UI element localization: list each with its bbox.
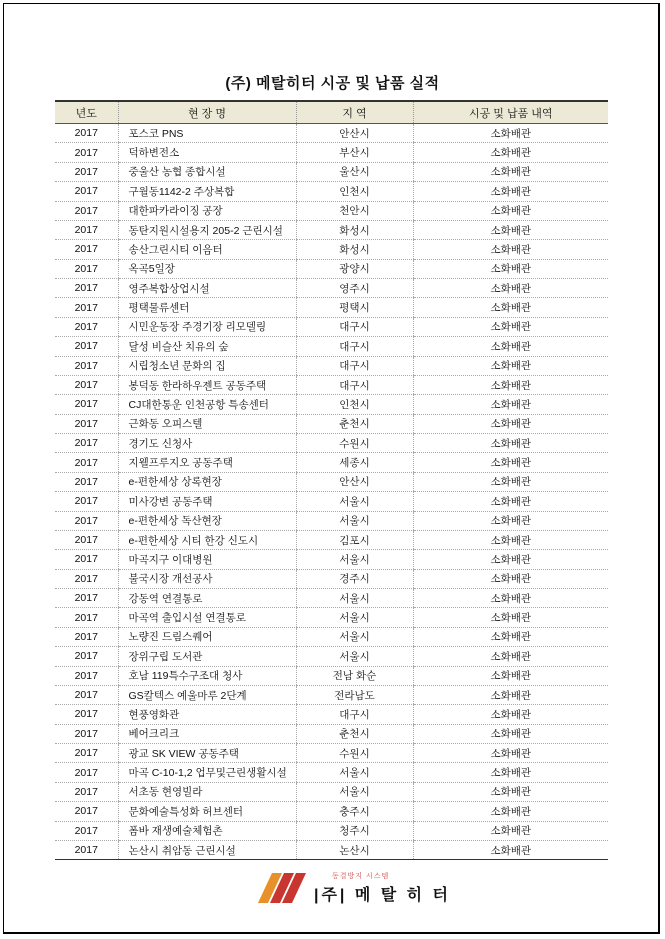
- cell-site: e-편한세상 독산현장: [118, 511, 296, 530]
- cell-region: 서울시: [296, 492, 413, 511]
- cell-year: 2017: [55, 550, 118, 569]
- cell-year: 2017: [55, 240, 118, 259]
- cell-year: 2017: [55, 511, 118, 530]
- table-header-row: [55, 101, 608, 124]
- table-row: [55, 356, 608, 375]
- cell-site: 현풍영화관: [118, 705, 296, 724]
- cell-year: 2017: [55, 569, 118, 588]
- cell-region: 전남 화순: [296, 666, 413, 685]
- cell-work: 소화배관: [413, 666, 608, 685]
- cell-year: 2017: [55, 627, 118, 646]
- cell-region: 울산시: [296, 162, 413, 181]
- cell-year: 2017: [55, 608, 118, 627]
- table-row: [55, 375, 608, 394]
- cell-region: 대구시: [296, 337, 413, 356]
- cell-site: e-편한세상 시티 한강 신도시: [118, 530, 296, 549]
- cell-site: 영주복합상업시설: [118, 279, 296, 298]
- cell-site: 경기도 신청사: [118, 434, 296, 453]
- cell-region: 대구시: [296, 705, 413, 724]
- table-row: [55, 511, 608, 530]
- cell-work: 소화배관: [413, 453, 608, 472]
- cell-site: 달성 비슬산 치유의 숲: [118, 337, 296, 356]
- cell-site: 베어크리크: [118, 724, 296, 743]
- cell-year: 2017: [55, 666, 118, 685]
- cell-work: 소화배관: [413, 317, 608, 336]
- cell-year: 2017: [55, 724, 118, 743]
- cell-site: 호남 119특수구조대 청사: [118, 666, 296, 685]
- cell-region: 부산시: [296, 143, 413, 162]
- cell-year: 2017: [55, 434, 118, 453]
- table-row: [55, 840, 608, 859]
- cell-work: 소화배관: [413, 375, 608, 394]
- cell-site: 폼바 재생예술체험촌: [118, 821, 296, 840]
- cell-region: 대구시: [296, 317, 413, 336]
- cell-work: 소화배관: [413, 744, 608, 763]
- cell-work: 소화배관: [413, 802, 608, 821]
- cell-year: 2017: [55, 182, 118, 201]
- table-row: [55, 143, 608, 162]
- table-row: [55, 414, 608, 433]
- cell-site: 옥곡5일장: [118, 259, 296, 278]
- cell-site: CJ대한통운 인천공항 특송센터: [118, 395, 296, 414]
- cell-year: 2017: [55, 143, 118, 162]
- cell-year: 2017: [55, 395, 118, 414]
- logo-subtitle: 동결방지 시스템: [332, 873, 390, 880]
- cell-year: 2017: [55, 647, 118, 666]
- cell-work: 소화배관: [413, 259, 608, 278]
- cell-work: 소화배관: [413, 356, 608, 375]
- cell-site: 시립청소년 문화의 집: [118, 356, 296, 375]
- cell-year: 2017: [55, 589, 118, 608]
- cell-year: 2017: [55, 821, 118, 840]
- cell-year: 2017: [55, 685, 118, 704]
- table-row: [55, 337, 608, 356]
- cell-work: 소화배관: [413, 220, 608, 239]
- table-row: [55, 472, 608, 491]
- cell-site: 문화예술특성화 허브센터: [118, 802, 296, 821]
- table-row: [55, 744, 608, 763]
- table-row: [55, 453, 608, 472]
- table-row: [55, 647, 608, 666]
- cell-region: 서울시: [296, 627, 413, 646]
- cell-work: 소화배관: [413, 821, 608, 840]
- cell-work: 소화배관: [413, 414, 608, 433]
- cell-region: 서울시: [296, 608, 413, 627]
- cell-region: 서울시: [296, 763, 413, 782]
- cell-region: 안산시: [296, 124, 413, 143]
- cell-region: 광양시: [296, 259, 413, 278]
- cell-work: 소화배관: [413, 840, 608, 859]
- table-row: [55, 705, 608, 724]
- cell-year: 2017: [55, 802, 118, 821]
- table-row: [55, 724, 608, 743]
- table-row: [55, 240, 608, 259]
- table-row: [55, 162, 608, 181]
- cell-work: 소화배관: [413, 763, 608, 782]
- cell-region: 대구시: [296, 375, 413, 394]
- cell-region: 안산시: [296, 472, 413, 491]
- cell-region: 서울시: [296, 589, 413, 608]
- cell-year: 2017: [55, 298, 118, 317]
- cell-year: 2017: [55, 337, 118, 356]
- cell-region: 서울시: [296, 550, 413, 569]
- cell-site: 구월동1142-2 주상복합: [118, 182, 296, 201]
- cell-site: 시민운동장 주경기장 리모델링: [118, 317, 296, 336]
- cell-site: 논산시 취암동 근린시설: [118, 840, 296, 859]
- table-row: [55, 666, 608, 685]
- cell-site: 마곡역 출입시설 연결통로: [118, 608, 296, 627]
- cell-site: 동탄지원시설용지 205-2 근린시설: [118, 220, 296, 239]
- cell-region: 수원시: [296, 434, 413, 453]
- cell-work: 소화배관: [413, 472, 608, 491]
- cell-year: 2017: [55, 375, 118, 394]
- cell-region: 충주시: [296, 802, 413, 821]
- table-row: [55, 685, 608, 704]
- table-row: [55, 395, 608, 414]
- cell-work: 소화배관: [413, 395, 608, 414]
- cell-site: e-편한세상 상록현장: [118, 472, 296, 491]
- cell-work: 소화배관: [413, 201, 608, 220]
- table-row: [55, 782, 608, 801]
- cell-site: 마곡 C-10-1,2 업무및근린생활시설: [118, 763, 296, 782]
- cell-region: 김포시: [296, 530, 413, 549]
- cell-site: 미사강변 공동주택: [118, 492, 296, 511]
- cell-year: 2017: [55, 840, 118, 859]
- logo-company-name: |주| 메 탈 히 터: [314, 887, 452, 904]
- table-row: [55, 802, 608, 821]
- table-row: [55, 763, 608, 782]
- cell-region: 화성시: [296, 240, 413, 259]
- cell-year: 2017: [55, 317, 118, 336]
- cell-year: 2017: [55, 744, 118, 763]
- table-row: [55, 201, 608, 220]
- cell-region: 천안시: [296, 201, 413, 220]
- cell-work: 소화배관: [413, 337, 608, 356]
- table-row: [55, 821, 608, 840]
- table-row: [55, 589, 608, 608]
- table-row: [55, 279, 608, 298]
- cell-year: 2017: [55, 414, 118, 433]
- company-logo: [258, 872, 451, 904]
- cell-work: 소화배관: [413, 182, 608, 201]
- cell-site: 송산그린시티 이음터: [118, 240, 296, 259]
- cell-work: 소화배관: [413, 279, 608, 298]
- metal-heater-logo-icon: [258, 873, 308, 903]
- cell-site: 근화동 오피스텔: [118, 414, 296, 433]
- cell-year: 2017: [55, 124, 118, 143]
- cell-region: 대구시: [296, 356, 413, 375]
- cell-region: 경주시: [296, 569, 413, 588]
- cell-work: 소화배관: [413, 492, 608, 511]
- cell-region: 전라남도: [296, 685, 413, 704]
- cell-region: 인천시: [296, 182, 413, 201]
- cell-year: 2017: [55, 279, 118, 298]
- cell-region: 춘천시: [296, 414, 413, 433]
- cell-site: 노량진 드림스퀘어: [118, 627, 296, 646]
- table-row: [55, 182, 608, 201]
- table-row: [55, 530, 608, 549]
- cell-year: 2017: [55, 259, 118, 278]
- cell-work: 소화배관: [413, 162, 608, 181]
- cell-year: 2017: [55, 763, 118, 782]
- table-row: [55, 627, 608, 646]
- cell-work: 소화배관: [413, 647, 608, 666]
- header-site: 현 장 명: [118, 101, 296, 124]
- cell-site: 대한파카라이징 공장: [118, 201, 296, 220]
- cell-work: 소화배관: [413, 705, 608, 724]
- cell-work: 소화배관: [413, 608, 608, 627]
- cell-work: 소화배관: [413, 511, 608, 530]
- cell-site: 마곡지구 이대병원: [118, 550, 296, 569]
- cell-region: 수원시: [296, 744, 413, 763]
- cell-site: 봉덕동 한라하우젠트 공동주택: [118, 375, 296, 394]
- cell-work: 소화배관: [413, 434, 608, 453]
- cell-region: 서울시: [296, 647, 413, 666]
- cell-site: 광교 SK VIEW 공동주택: [118, 744, 296, 763]
- cell-site: 강동역 연결통로: [118, 589, 296, 608]
- cell-region: 화성시: [296, 220, 413, 239]
- table-row: [55, 124, 608, 143]
- table-row: [55, 569, 608, 588]
- cell-year: 2017: [55, 201, 118, 220]
- header-work: 시공 및 납품 내역: [413, 101, 608, 124]
- cell-work: 소화배관: [413, 627, 608, 646]
- cell-year: 2017: [55, 162, 118, 181]
- cell-region: 인천시: [296, 395, 413, 414]
- cell-year: 2017: [55, 472, 118, 491]
- table-row: [55, 317, 608, 336]
- cell-work: 소화배관: [413, 589, 608, 608]
- table-row: [55, 434, 608, 453]
- cell-site: 포스코 PNS: [118, 124, 296, 143]
- cell-region: 논산시: [296, 840, 413, 859]
- cell-work: 소화배관: [413, 724, 608, 743]
- performance-table: [55, 100, 608, 860]
- cell-region: 영주시: [296, 279, 413, 298]
- cell-year: 2017: [55, 220, 118, 239]
- cell-region: 서울시: [296, 511, 413, 530]
- cell-region: 평택시: [296, 298, 413, 317]
- cell-region: 청주시: [296, 821, 413, 840]
- cell-year: 2017: [55, 705, 118, 724]
- cell-site: 평택물류센터: [118, 298, 296, 317]
- document-title: (주) 메탈히터 시공 및 납품 실적: [225, 75, 440, 92]
- cell-site: 덕하변전소: [118, 143, 296, 162]
- cell-work: 소화배관: [413, 298, 608, 317]
- table-row: [55, 259, 608, 278]
- cell-region: 세종시: [296, 453, 413, 472]
- table-row: [55, 550, 608, 569]
- header-year: 년도: [55, 101, 118, 124]
- cell-work: 소화배관: [413, 530, 608, 549]
- cell-year: 2017: [55, 356, 118, 375]
- cell-year: 2017: [55, 782, 118, 801]
- table-row: [55, 220, 608, 239]
- cell-work: 소화배관: [413, 685, 608, 704]
- cell-year: 2017: [55, 530, 118, 549]
- cell-region: 서울시: [296, 782, 413, 801]
- cell-work: 소화배관: [413, 124, 608, 143]
- cell-year: 2017: [55, 492, 118, 511]
- cell-site: GS칼텍스 예울마루 2단계: [118, 685, 296, 704]
- table-row: [55, 298, 608, 317]
- cell-work: 소화배관: [413, 569, 608, 588]
- table-row: [55, 608, 608, 627]
- table-row: [55, 492, 608, 511]
- cell-site: 지웰프루지오 공동주택: [118, 453, 296, 472]
- header-region: 지 역: [296, 101, 413, 124]
- cell-site: 서초동 현영빌라: [118, 782, 296, 801]
- cell-site: 장위구립 도서관: [118, 647, 296, 666]
- cell-work: 소화배관: [413, 550, 608, 569]
- cell-site: 불국시장 개선공사: [118, 569, 296, 588]
- cell-site: 중울산 농협 종합시설: [118, 162, 296, 181]
- cell-year: 2017: [55, 453, 118, 472]
- cell-work: 소화배관: [413, 143, 608, 162]
- cell-work: 소화배관: [413, 240, 608, 259]
- cell-work: 소화배관: [413, 782, 608, 801]
- cell-region: 춘천시: [296, 724, 413, 743]
